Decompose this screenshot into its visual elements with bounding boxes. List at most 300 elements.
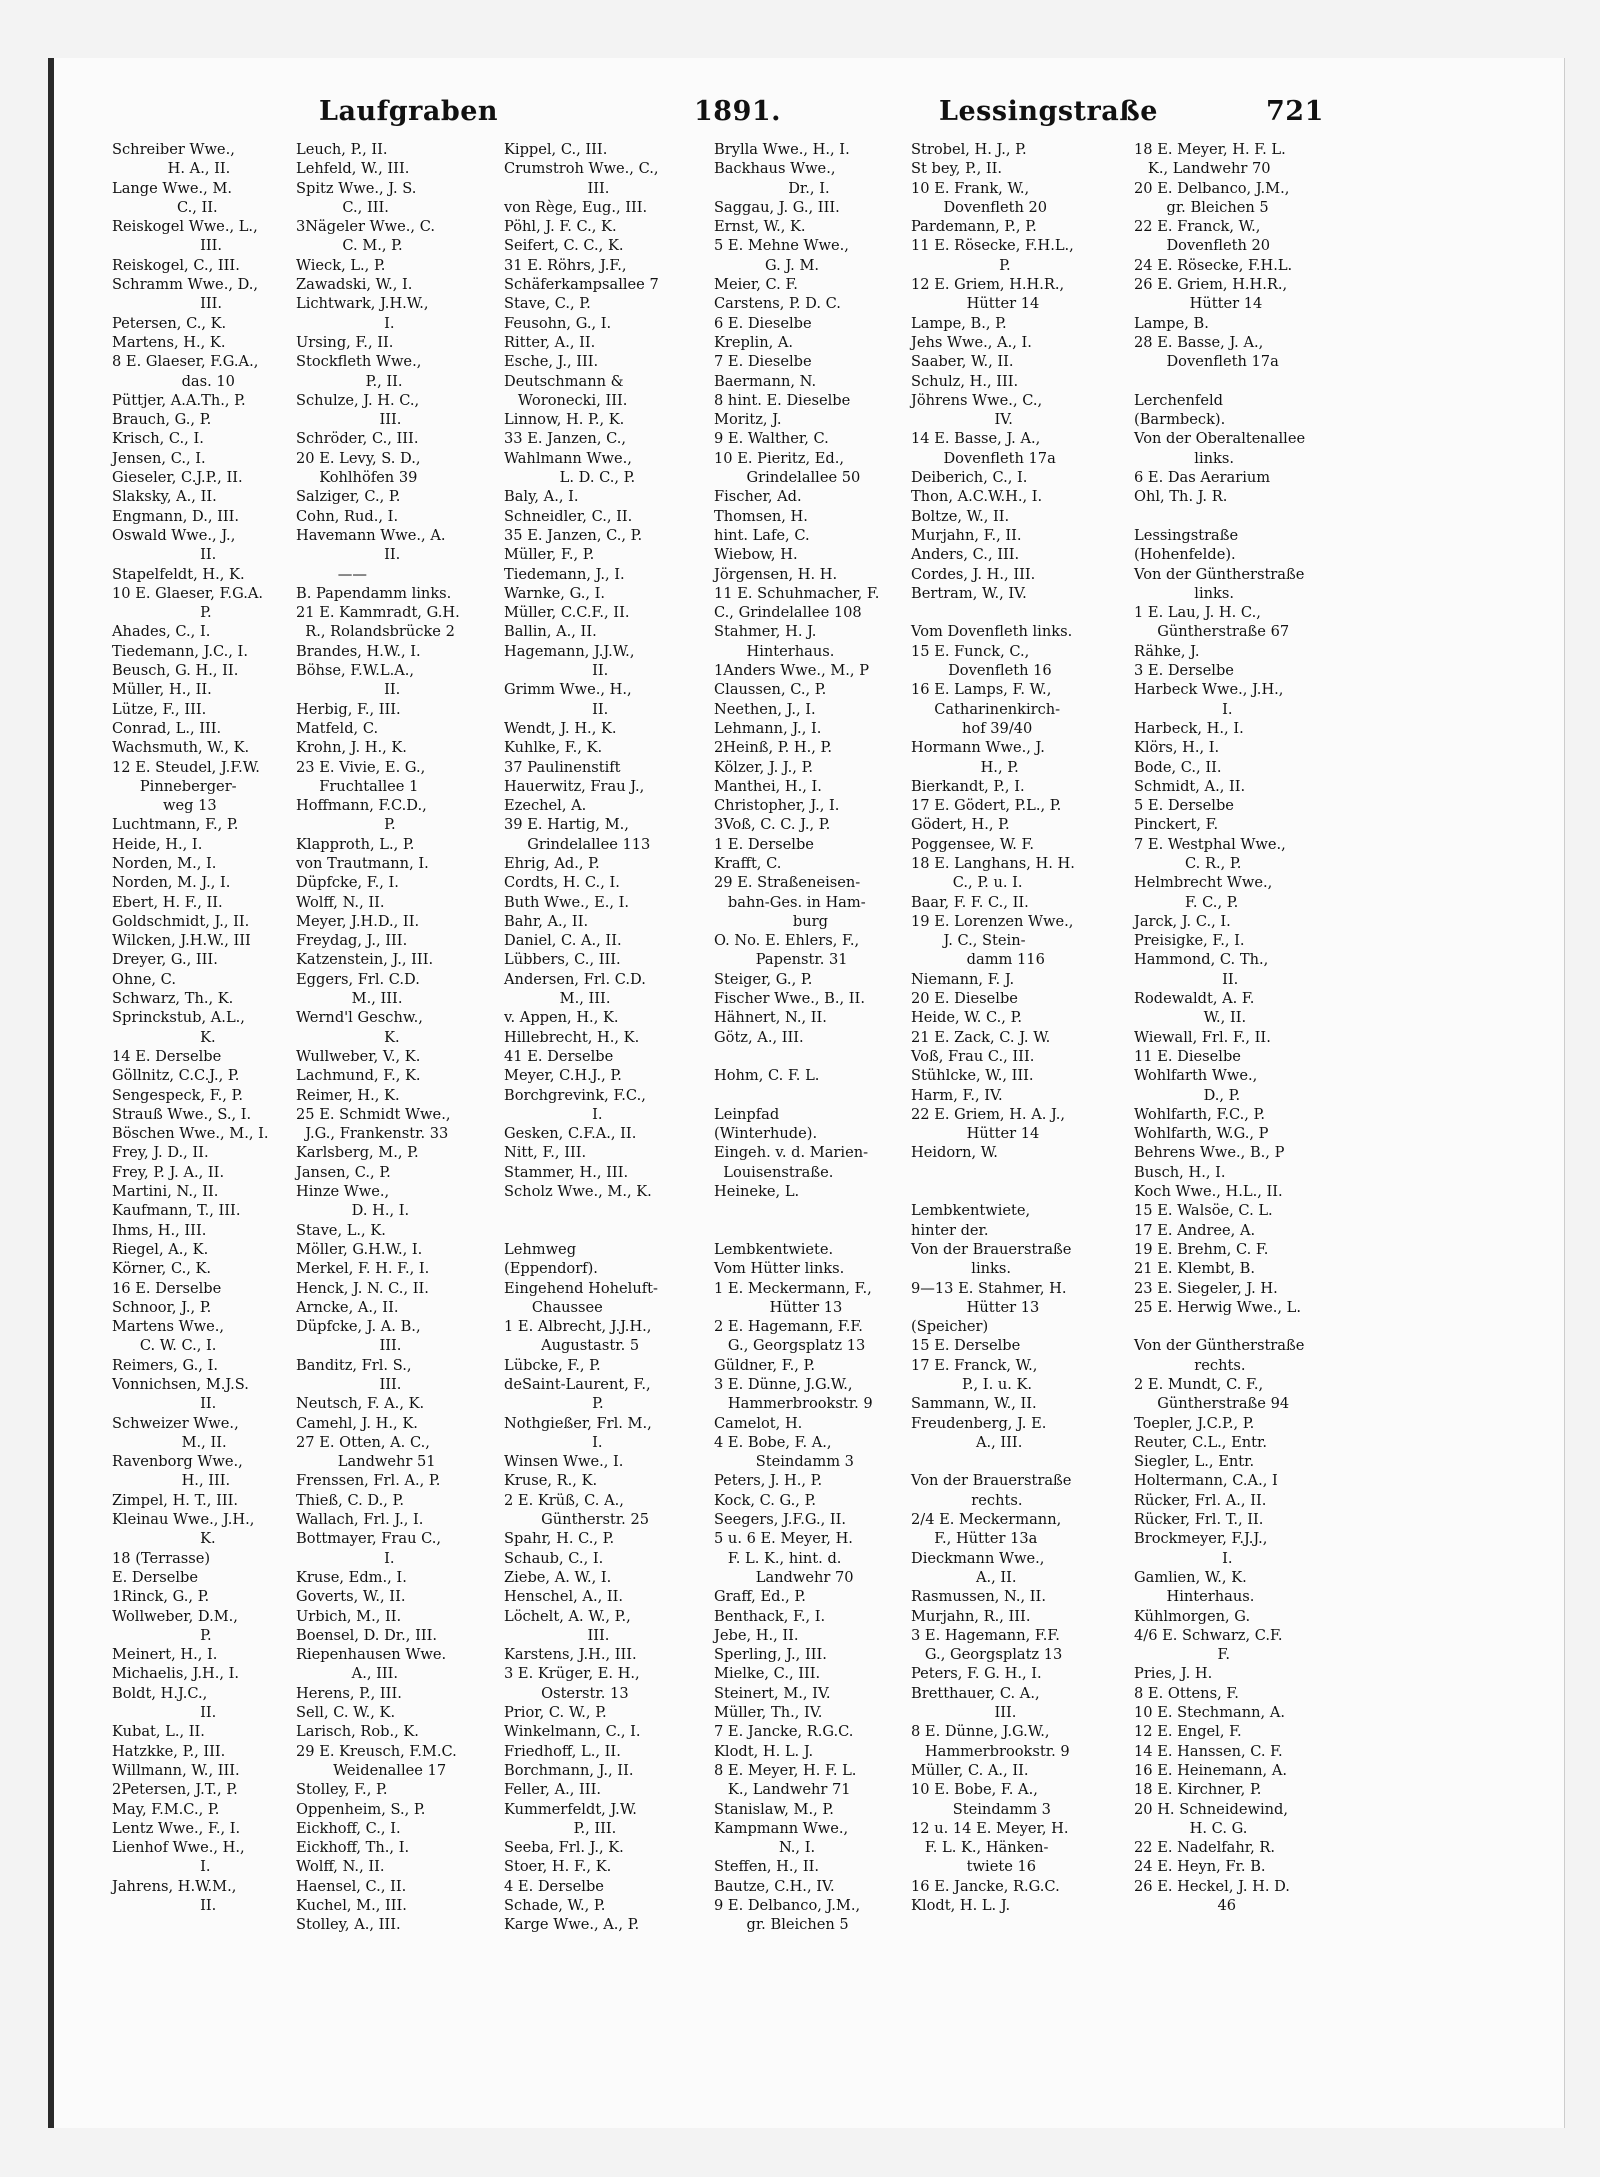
directory-line: Mielke, C., III.	[714, 1665, 821, 1683]
directory-line: Rähke, J.	[1134, 642, 1200, 660]
directory-line: Wiewall, Frl. F., II.	[1134, 1028, 1271, 1046]
directory-line: Herens, P., III.	[296, 1684, 402, 1702]
column-1	[112, 140, 322, 1915]
directory-line: P.	[504, 1395, 604, 1413]
directory-line: 5 E. Derselbe	[1134, 797, 1234, 815]
directory-line: Hohm, C. F. L.	[714, 1067, 820, 1085]
directory-line: 28 E. Basse, J. A.,	[1134, 333, 1264, 351]
directory-line: 18 E. Kirchner, P.	[1134, 1781, 1262, 1799]
directory-line: deSaint-Laurent, F.,	[504, 1376, 651, 1393]
directory-line: Karge Wwe., A., P.	[504, 1916, 640, 1934]
directory-line: Bertram, W., IV.	[911, 584, 1027, 602]
directory-line: Reimer, H., K.	[296, 1086, 400, 1104]
directory-line: C., Grindelallee 108	[714, 604, 862, 622]
directory-line: gr. Bleichen 5	[1134, 198, 1269, 216]
directory-line: Dovenfleth 20	[1134, 237, 1271, 255]
directory-line: Poggensee, W. F.	[911, 835, 1034, 853]
directory-line: Feller, A., III.	[504, 1781, 601, 1799]
directory-line: Holtermann, C.A., I	[1134, 1472, 1278, 1490]
directory-line: 11 E. Dieselbe	[1134, 1047, 1241, 1065]
directory-line: Arncke, A., II.	[296, 1298, 399, 1316]
directory-line: Fruchtallee 1	[296, 777, 419, 795]
directory-line: Pries, J. H.	[1134, 1665, 1213, 1683]
directory-line: 25 E. Schmidt Wwe.,	[296, 1105, 451, 1123]
directory-line: II.	[504, 662, 609, 680]
directory-line: 14 E. Basse, J. A.,	[911, 430, 1041, 448]
directory-line: I.	[504, 1433, 603, 1451]
directory-line: Müller, H., II.	[112, 681, 212, 699]
directory-line: Jansen, C., P.	[296, 1163, 391, 1181]
directory-line: Von der Güntherstraße	[1134, 1337, 1305, 1355]
directory-line: H. A., II.	[112, 160, 231, 178]
directory-line: Pinckert, F.	[1134, 816, 1219, 834]
directory-line: 3Voß, C. C. J., P.	[714, 816, 831, 834]
directory-line: Dieckmann Wwe.,	[911, 1549, 1045, 1567]
directory-line: Goldschmidt, J., II.	[112, 912, 250, 930]
directory-line: Sperling, J., III.	[714, 1646, 827, 1664]
directory-line: Ebert, H. F., II.	[112, 893, 223, 911]
directory-line: Steindamm 3	[714, 1453, 854, 1471]
directory-line: 7 E. Dieselbe	[714, 353, 812, 371]
directory-line: Klodt, H. L. J.	[911, 1897, 1011, 1915]
directory-line: 24 E. Rösecke, F.H.L.	[1134, 256, 1293, 274]
directory-line: Meier, C. F.	[714, 276, 798, 294]
directory-line: 23 E. Vivie, E. G.,	[296, 758, 426, 776]
directory-line: 2/4 E. Meckermann,	[911, 1511, 1062, 1529]
directory-line: Willmann, W., III.	[112, 1761, 240, 1779]
directory-line: Steiger, G., P.	[714, 970, 813, 988]
directory-line: Grimm Wwe., H.,	[504, 681, 632, 699]
directory-line: Voß, Frau C., III.	[911, 1047, 1035, 1065]
directory-line: Stahmer, H. J.	[714, 623, 817, 641]
directory-line: Henschel, A., II.	[504, 1588, 624, 1606]
directory-line: Dovenfleth 17a	[911, 449, 1056, 467]
column-6	[1134, 140, 1434, 1915]
directory-line: Dreyer, G., III.	[112, 951, 218, 969]
directory-line: Kippel, C., III.	[504, 141, 608, 158]
directory-line: Wohlfarth, W.G., P	[1134, 1125, 1269, 1143]
directory-line: Catharinenkirch-	[911, 700, 1061, 718]
directory-line: Boensel, D. Dr., III.	[296, 1626, 437, 1644]
directory-line: Feusohn, G., I.	[504, 314, 612, 332]
directory-line: Schäferkampsallee 7	[504, 276, 659, 294]
directory-line: C., III.	[296, 198, 389, 216]
directory-line: Leinpfad	[714, 1105, 780, 1123]
directory-line: 37 Paulinenstift	[504, 758, 621, 776]
directory-line: Claussen, C., P.	[714, 681, 827, 699]
directory-line: von Trautmann, I.	[296, 854, 429, 872]
directory-line: 10 E. Frank, W.,	[911, 179, 1030, 197]
directory-line: Manthei, H., I.	[714, 777, 822, 795]
directory-line: Stave, C., P.	[504, 295, 591, 313]
directory-line: K., Landwehr 70	[1134, 160, 1271, 178]
directory-line: J.G., Frankenstr. 33	[296, 1125, 449, 1143]
directory-line: Saggau, J. G., III.	[714, 198, 840, 216]
directory-line: Müller, C.C.F., II.	[504, 604, 630, 622]
directory-line: Seegers, J.F.G., II.	[714, 1511, 847, 1529]
directory-line: Winsen Wwe., I.	[504, 1453, 624, 1471]
directory-line: Murjahn, F., II.	[911, 526, 1022, 544]
directory-line: Schaub, C., I.	[504, 1549, 604, 1567]
directory-line: Salziger, C., P.	[296, 488, 401, 506]
directory-line: Jahrens, H.W.M.,	[112, 1877, 237, 1895]
directory-line: Chaussee	[504, 1298, 603, 1316]
directory-line: Bautze, C.H., IV.	[714, 1877, 835, 1895]
directory-line: Jehs Wwe., A., I.	[911, 333, 1032, 351]
directory-line: hinter der.	[911, 1221, 989, 1239]
directory-line: Freydag, J., III.	[296, 932, 408, 950]
directory-line: K.	[112, 1530, 216, 1548]
directory-line: Meinert, H., I.	[112, 1646, 218, 1664]
directory-line: I.	[504, 1105, 603, 1123]
directory-line: F., Hütter 13a	[911, 1530, 1038, 1548]
directory-line: F. L. K., hint. d.	[714, 1549, 842, 1567]
directory-line: Woronecki, III.	[504, 391, 628, 409]
directory-line: Toepler, J.C.P., P.	[1134, 1414, 1255, 1432]
directory-line: R., Rolandsbrücke 2	[296, 623, 455, 641]
directory-line: Steindamm 3	[911, 1800, 1051, 1818]
directory-line: Ursing, F., II.	[296, 333, 394, 351]
directory-line: Schmidt, A., II.	[1134, 777, 1246, 795]
directory-line: Sengespeck, F., P.	[112, 1086, 244, 1104]
directory-line: Seifert, C. C., K.	[504, 237, 624, 255]
directory-line: 9 E. Delbanco, J.M.,	[714, 1897, 861, 1915]
directory-line: Krafft, C.	[714, 854, 782, 872]
directory-line: G. J. M.	[714, 256, 820, 274]
directory-line: Havemann Wwe., A.	[296, 526, 446, 544]
directory-line: Hammerbrookstr. 9	[714, 1395, 873, 1413]
directory-line: I.	[296, 1549, 395, 1567]
directory-line: K., Landwehr 71	[714, 1781, 851, 1799]
directory-line: Stolley, A., III.	[296, 1916, 401, 1934]
directory-line: Banditz, Frl. S.,	[296, 1356, 412, 1374]
directory-line: J. C., Stein-	[911, 932, 1026, 950]
directory-line: Fischer, Ad.	[714, 488, 802, 506]
directory-line: Ritter, A., II.	[504, 333, 596, 351]
directory-line: Schade, W., P.	[504, 1897, 606, 1915]
directory-line: W., II.	[1134, 1009, 1247, 1027]
directory-line: A., III.	[911, 1433, 1023, 1451]
directory-line: Engmann, D., III.	[112, 507, 240, 525]
directory-line: Wahlmann Wwe.,	[504, 449, 632, 467]
directory-line: III.	[296, 1376, 402, 1393]
directory-line: M., III.	[504, 990, 611, 1008]
directory-line: P.	[296, 816, 396, 834]
directory-line: Goverts, W., II.	[296, 1588, 406, 1606]
directory-line: 24 E. Heyn, Fr. B.	[1134, 1858, 1266, 1876]
directory-line: 39 E. Hartig, M.,	[504, 816, 629, 834]
directory-line: Borchmann, J., II.	[504, 1761, 634, 1779]
directory-line: links.	[1134, 584, 1235, 602]
directory-line: Harbeck, H., I.	[1134, 719, 1244, 737]
directory-line: 16 E. Derselbe	[112, 1279, 222, 1297]
directory-line: Wieck, L., P.	[296, 256, 386, 274]
directory-line: Müller, F., P.	[504, 546, 595, 564]
directory-line: Jöhrens Wwe., C.,	[911, 391, 1043, 409]
directory-line: Ohne, C.	[112, 970, 176, 988]
directory-line: rechts.	[1134, 1356, 1246, 1374]
directory-line: 16 E. Jancke, R.G.C.	[911, 1877, 1060, 1895]
directory-line: Frey, J. D., II.	[112, 1144, 209, 1162]
directory-line: Camelot, H.	[714, 1414, 803, 1432]
directory-line: 17 E. Franck, W.,	[911, 1356, 1038, 1374]
directory-line: 27 E. Otten, A. C.,	[296, 1433, 430, 1451]
directory-line: H., P.	[911, 758, 1019, 776]
directory-line: Lembkentwiete,	[911, 1202, 1031, 1220]
directory-line: Kaufmann, T., III.	[112, 1202, 241, 1220]
directory-line: B. Papendamm links.	[296, 584, 452, 602]
directory-line: 2Heinß, P. H., P.	[714, 739, 833, 757]
directory-line: Meyer, J.H.D., II.	[296, 912, 420, 930]
directory-line: 29 E. Kreusch, F.M.C.	[296, 1742, 457, 1760]
directory-line: Lübcke, F., P.	[504, 1356, 601, 1374]
header-year: 1891.	[694, 96, 782, 127]
directory-line: Crumstroh Wwe., C.,	[504, 160, 659, 178]
directory-line: II.	[296, 681, 401, 699]
directory-line: 12 E. Steudel, J.F.W.	[112, 758, 260, 776]
directory-line: 41 E. Derselbe	[504, 1047, 614, 1065]
header-left-street: Laufgraben	[319, 96, 499, 127]
directory-line: Kreplin, A.	[714, 333, 794, 351]
directory-line: A., II.	[911, 1568, 1017, 1586]
directory-line: Lessingstraße	[1134, 526, 1239, 544]
directory-line: 3 E. Hagemann, F.F.	[911, 1626, 1060, 1644]
directory-line: Schneidler, C., II.	[504, 507, 633, 525]
directory-line: Freudenberg, J. E.	[911, 1414, 1047, 1432]
directory-line: Lehfeld, W., III.	[296, 160, 410, 178]
directory-line: Urbich, M., II.	[296, 1607, 402, 1625]
directory-line: Wilcken, J.H.W., III	[112, 932, 251, 950]
directory-line: Tiedemann, J.C., I.	[112, 642, 248, 660]
directory-line: St bey, P., II.	[911, 160, 1003, 178]
directory-line: 20 E. Levy, S. D.,	[296, 449, 421, 467]
directory-line: 8 E. Ottens, F.	[1134, 1684, 1239, 1702]
directory-line: Wallach, Frl. J., I.	[296, 1511, 424, 1529]
directory-line: Hatzkke, P., III.	[112, 1742, 226, 1760]
directory-line: 20 E. Delbanco, J.M.,	[1134, 179, 1290, 197]
directory-line: 21 E. Kammradt, G.H.	[296, 604, 460, 622]
directory-line: Ihms, H., III.	[112, 1221, 207, 1239]
directory-line	[1134, 507, 1434, 526]
directory-line: Wiebow, H.	[714, 546, 798, 564]
directory-line: C. M., P.	[296, 237, 403, 255]
directory-line: rechts.	[911, 1491, 1023, 1509]
directory-line: Hähnert, N., II.	[714, 1009, 827, 1027]
directory-line: Brandes, H.W., I.	[296, 642, 421, 660]
directory-line: Papenstr. 31	[714, 951, 848, 969]
directory-line: ——	[296, 565, 367, 583]
directory-line: Kubat, L., II.	[112, 1723, 205, 1741]
directory-line: Warnke, G., I.	[504, 584, 606, 602]
directory-line: (Barmbeck).	[1134, 411, 1226, 429]
directory-line: 10 E. Pieritz, Ed.,	[714, 449, 845, 467]
directory-line: Wohlfarth, F.C., P.	[1134, 1105, 1266, 1123]
directory-line: 2 E. Krüß, C. A.,	[504, 1491, 624, 1509]
directory-line: Hormann Wwe., J.	[911, 739, 1045, 757]
directory-line: Strauß Wwe., S., I.	[112, 1105, 252, 1123]
directory-line: Schnoor, J., P.	[112, 1298, 212, 1316]
directory-line: gr. Bleichen 5	[714, 1916, 849, 1934]
directory-line: Sprinckstub, A.L.,	[112, 1009, 245, 1027]
directory-line: Pinneberger-	[112, 777, 237, 795]
directory-line: Spahr, H. C., P.	[504, 1530, 615, 1548]
directory-line: Oppenheim, S., P.	[296, 1800, 426, 1818]
directory-line: C., P. u. I.	[911, 874, 1023, 892]
directory-line: Müller, C. A., II.	[911, 1761, 1029, 1779]
directory-line: Friedhoff, L., II.	[504, 1742, 621, 1760]
directory-line: 11 E. Rösecke, F.H.L.,	[911, 237, 1074, 255]
directory-line: P., I. u. K.	[911, 1376, 1033, 1393]
directory-line: Ravenborg Wwe.,	[112, 1453, 243, 1471]
directory-line: 1 E. Derselbe	[714, 835, 814, 853]
directory-line: Andersen, Frl. C.D.	[504, 970, 646, 988]
directory-line: 46	[1134, 1897, 1237, 1915]
directory-line: Anders, C., III.	[911, 546, 1020, 564]
directory-line: Leuch, P., II.	[296, 141, 388, 158]
directory-line: Pardemann, P., P.	[911, 218, 1037, 236]
directory-line: Herbig, F., III.	[296, 700, 401, 718]
directory-line: 18 E. Langhans, H. H.	[911, 854, 1075, 872]
directory-line: Rücker, Frl. T., II.	[1134, 1511, 1264, 1529]
directory-line: Norden, M., I.	[112, 854, 217, 872]
directory-line: 10 E. Bobe, F. A.,	[911, 1781, 1038, 1799]
directory-line: III.	[112, 295, 223, 313]
directory-line: Benthack, F., I.	[714, 1607, 826, 1625]
directory-line: Böhse, F.W.L.A.,	[296, 662, 415, 680]
directory-line: Hoffmann, F.C.D.,	[296, 797, 427, 815]
directory-line: Reuter, C.L., Entr.	[1134, 1433, 1267, 1451]
directory-line: Landwehr 51	[296, 1453, 436, 1471]
directory-line: O. No. E. Ehlers, F.,	[714, 932, 860, 950]
directory-line: F. C., P.	[1134, 893, 1239, 911]
directory-line: Graff, Ed., P.	[714, 1588, 806, 1606]
directory-line: Wullweber, V., K.	[296, 1047, 421, 1065]
directory-line: II.	[112, 1704, 217, 1722]
directory-line: Wachsmuth, W., K.	[112, 739, 250, 757]
directory-line: 15 E. Funck, C.,	[911, 642, 1030, 660]
directory-line: Behrens Wwe., B., P	[1134, 1144, 1285, 1162]
directory-line: Hammond, C. Th.,	[1134, 951, 1269, 969]
directory-line: Martens, H., K.	[112, 333, 226, 351]
directory-line: Püttjer, A.A.Th., P.	[112, 391, 246, 409]
directory-line: Rücker, Frl. A., II.	[1134, 1491, 1267, 1509]
directory-line: Cohn, Rud., I.	[296, 507, 399, 525]
directory-line: II.	[112, 1897, 217, 1915]
directory-line: Löchelt, A. W., P.,	[504, 1607, 631, 1625]
directory-line: Landwehr 70	[714, 1568, 854, 1586]
directory-line: Bierkandt, P., I.	[911, 777, 1025, 795]
directory-line: II.	[112, 1395, 217, 1413]
directory-line: A., III.	[296, 1665, 399, 1683]
directory-line: Backhaus Wwe.,	[714, 160, 836, 178]
directory-line: 22 E. Griem, H. A. J.,	[911, 1105, 1066, 1123]
directory-line: 5 u. 6 E. Meyer, H.	[714, 1530, 853, 1548]
directory-line: III.	[112, 237, 223, 255]
directory-line: Helmbrecht Wwe.,	[1134, 874, 1273, 892]
directory-line: H., III.	[112, 1472, 231, 1490]
directory-line: Güntherstraße 94	[1134, 1395, 1290, 1413]
directory-line: I.	[112, 1858, 211, 1876]
directory-line: Hütter 14	[1134, 295, 1263, 313]
directory-line: Ernst, W., K.	[714, 218, 806, 236]
directory-line: P., III.	[504, 1819, 617, 1837]
directory-line: Hütter 14	[911, 295, 1040, 313]
directory-line: 29 E. Straßeneisen-	[714, 874, 861, 892]
directory-line: Stave, L., K.	[296, 1221, 386, 1239]
directory-line: 12 E. Engel, F.	[1134, 1723, 1242, 1741]
directory-line: Klapproth, L., P.	[296, 835, 415, 853]
directory-line: Petersen, C., K.	[112, 314, 227, 332]
directory-line: Winkelmann, C., I.	[504, 1723, 641, 1741]
directory-line: Preisigke, F., I.	[1134, 932, 1245, 950]
directory-line: Boldt, H.J.C.,	[112, 1684, 208, 1702]
directory-line: Eingeh. v. d. Marien-	[714, 1144, 869, 1162]
directory-line: H. C. G.	[1134, 1819, 1248, 1837]
directory-line: Buth Wwe., E., I.	[504, 893, 630, 911]
directory-line: Tiedemann, J., I.	[504, 565, 625, 583]
directory-line: Hinterhaus.	[714, 642, 835, 660]
directory-line: 14 E. Derselbe	[112, 1047, 222, 1065]
directory-line: Christopher, J., I.	[714, 797, 840, 815]
directory-line: Hütter 13	[714, 1298, 843, 1316]
directory-line: 3 E. Krüger, E. H.,	[504, 1665, 640, 1683]
directory-line: Kock, C. G., P.	[714, 1491, 817, 1509]
directory-line: 16 E. Heinemann, A.	[1134, 1761, 1287, 1779]
directory-line: Siegler, L., Entr.	[1134, 1453, 1255, 1471]
directory-line: Boltze, W., II.	[911, 507, 1010, 525]
directory-line: Thon, A.C.W.H., I.	[911, 488, 1043, 506]
directory-line: 3 E. Dünne, J.G.W.,	[714, 1376, 853, 1393]
directory-line: 1Anders Wwe., M., P	[714, 662, 870, 680]
directory-line: 25 E. Herwig Wwe., L.	[1134, 1298, 1301, 1316]
directory-line: Harm, F., IV.	[911, 1086, 1003, 1104]
directory-line: Karlsberg, M., P.	[296, 1144, 419, 1162]
directory-line: III.	[911, 1704, 1017, 1722]
directory-line: Stapelfeldt, H., K.	[112, 565, 245, 583]
directory-line: Beusch, G. H., II.	[112, 662, 239, 680]
directory-line: Kuchel, M., III.	[296, 1897, 407, 1915]
directory-line: Louisenstraße.	[714, 1163, 834, 1181]
directory-line: Kummerfeldt, J.W.	[504, 1800, 637, 1818]
directory-line: Göllnitz, C.C.J., P.	[112, 1067, 240, 1085]
directory-line: P., II.	[296, 372, 403, 390]
directory-line: Lienhof Wwe., H.,	[112, 1839, 245, 1857]
header-right-street: Lessingstraße	[939, 96, 1158, 127]
directory-line: Stanislaw, M., P.	[714, 1800, 834, 1818]
directory-line: Eggers, Frl. C.D.	[296, 970, 420, 988]
directory-line: Peters, J. H., P.	[714, 1472, 823, 1490]
directory-line: Thieß, C. D., P.	[296, 1491, 404, 1509]
directory-line: G., Georgsplatz 13	[911, 1646, 1063, 1664]
directory-line: Brauch, G., P.	[112, 411, 212, 429]
directory-line: Lentz Wwe., F., I.	[112, 1819, 241, 1837]
directory-line: Schulz, H., III.	[911, 372, 1019, 390]
directory-line: L. D. C., P.	[504, 469, 636, 487]
directory-line: Wolff, N., II.	[296, 1858, 385, 1876]
directory-line: Rasmussen, N., II.	[911, 1588, 1046, 1606]
directory-line: Jarck, J. C., I.	[1134, 912, 1231, 930]
directory-line: Deiberich, C., I.	[911, 469, 1028, 487]
directory-line: 12 E. Griem, H.H.R.,	[911, 276, 1065, 294]
directory-line: Wollweber, D.M.,	[112, 1607, 238, 1625]
directory-line: Hinze Wwe.,	[296, 1183, 390, 1201]
directory-line: Baly, A., I.	[504, 488, 579, 506]
directory-line: Nitt, F., III.	[504, 1144, 587, 1162]
directory-line: Spitz Wwe., J. S.	[296, 179, 417, 197]
directory-line: 18 E. Meyer, H. F. L.	[1134, 141, 1286, 158]
directory-line: Grindelallee 50	[714, 469, 861, 487]
directory-line: Kuhlke, F., K.	[504, 739, 603, 757]
